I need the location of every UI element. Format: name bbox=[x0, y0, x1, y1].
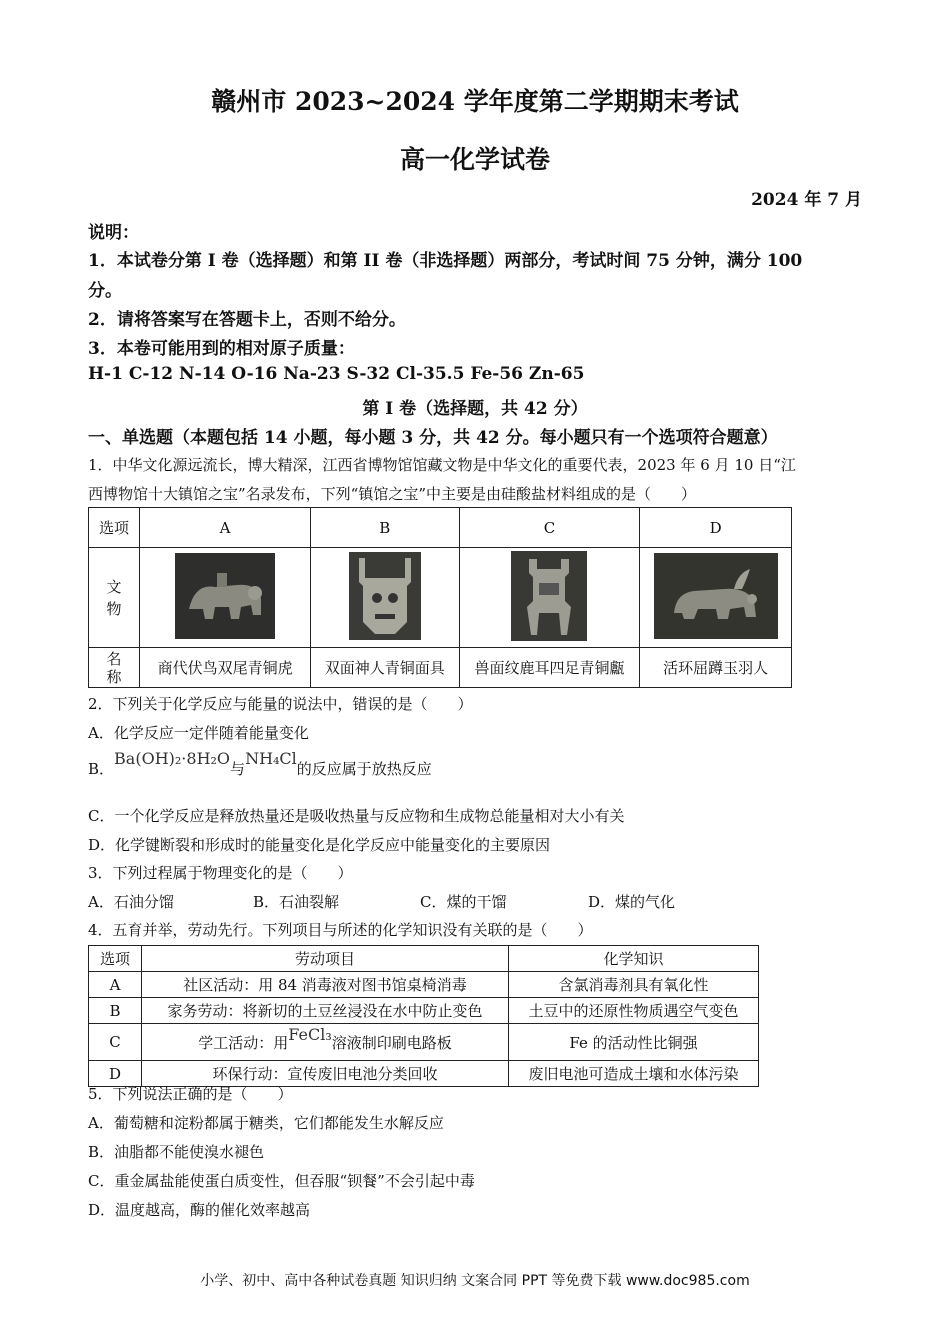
volume-title: 第 I 卷（选择题，共 42 分） bbox=[362, 399, 588, 419]
q5-option-d: D．温度越高，酶的催化效率越高 bbox=[88, 1201, 311, 1219]
relic-name-d: 活环屈蹲玉羽人 bbox=[640, 648, 792, 688]
row-d-knowledge: 废旧电池可造成土壤和水体污染 bbox=[509, 1061, 759, 1087]
note-2: 2．请将答案写在答题卡上，否则不给分。 bbox=[88, 310, 406, 330]
relic-name-a: 商代伏鸟双尾青铜虎 bbox=[140, 648, 311, 688]
row-d-option: D bbox=[89, 1061, 142, 1087]
q2-b-mid: 与 bbox=[230, 760, 246, 778]
option-c: C bbox=[459, 508, 640, 548]
q3-option-b: B．石油裂解 bbox=[253, 893, 340, 911]
bronze-tiger-icon bbox=[175, 553, 275, 639]
q3-option-a: A．石油分馏 bbox=[88, 893, 174, 911]
q3-option-d: D．煤的气化 bbox=[588, 893, 676, 911]
jade-feathered-man-icon bbox=[654, 553, 778, 639]
row-c-labor-prefix: 学工活动：用 bbox=[198, 1033, 289, 1052]
row-c-knowledge: Fe 的活动性比铜强 bbox=[509, 1024, 759, 1061]
row-label-option: 选项 bbox=[89, 508, 140, 548]
row-b-labor: 家务劳动：将新切的土豆丝浸没在水中防止变色 bbox=[142, 998, 509, 1024]
q5-option-b: B．油脂都不能使溴水褪色 bbox=[88, 1143, 265, 1161]
relic-a-cell bbox=[140, 548, 311, 648]
formula-baoh2: Ba(OH)₂·8H₂O bbox=[114, 749, 231, 768]
row-c-labor bbox=[142, 1024, 509, 1061]
q2-option-a: A．化学反应一定伴随着能量变化 bbox=[88, 724, 309, 742]
q2-option-c: C．一个化学反应是释放热量还是吸收热量与反应物和生成物总能量相对大小有关 bbox=[88, 807, 625, 825]
row-label-relic: 文物 bbox=[89, 548, 140, 648]
exam-date: 2024 年 7 月 bbox=[751, 190, 862, 210]
q2-option-d: D．化学键断裂和形成时的能量变化是化学反应中能量变化的主要原因 bbox=[88, 836, 551, 854]
row-a-labor: 社区活动：用 84 消毒液对图书馆桌椅消毒 bbox=[142, 972, 509, 998]
row-a-option: A bbox=[89, 972, 142, 998]
row-b-knowledge: 土豆中的还原性物质遇空气变色 bbox=[509, 998, 759, 1024]
q3-option-c: C．煤的干馏 bbox=[420, 893, 507, 911]
labor-table bbox=[88, 945, 759, 1087]
q5-stem: 5．下列说法正确的是（ ） bbox=[88, 1085, 293, 1103]
header-knowledge: 化学知识 bbox=[509, 946, 759, 972]
row-b-option: B bbox=[89, 998, 142, 1024]
relic-b-cell bbox=[311, 548, 460, 648]
q2-stem: 2．下列关于化学反应与能量的说法中，错误的是（ ） bbox=[88, 695, 473, 713]
notes-heading: 说明： bbox=[88, 223, 139, 243]
note-3: 3．本卷可能用到的相对原子质量： bbox=[88, 339, 355, 359]
relic-name-c: 兽面纹鹿耳四足青铜甗 bbox=[459, 648, 640, 688]
q1-stem-cont: 西博物馆十大镇馆之宝”名录发布，下列“镇馆之宝”中主要是由硅酸盐材料组成的是（ ） bbox=[88, 485, 697, 503]
footer-text: 小学、初中、高中各种试卷真题 知识归纳 文案合同 PPT 等免费下载 www.doc985.com bbox=[200, 1273, 750, 1289]
bronze-mask-icon bbox=[349, 552, 421, 640]
header-labor: 劳动项目 bbox=[142, 946, 509, 972]
exam-subtitle: 高一化学试卷 bbox=[399, 145, 550, 174]
relic-d-cell bbox=[640, 548, 792, 648]
q5-option-c: C．重金属盐能使蛋白质变性，但吞服“钡餐”不会引起中毒 bbox=[88, 1172, 475, 1190]
q1-stem: 1．中华文化源远流长，博大精深，江西省博物馆馆藏文物是中华文化的重要代表，2023 年 6 月 10 日“江 bbox=[88, 456, 796, 474]
option-d: D bbox=[640, 508, 792, 548]
atomic-masses: H-1 C-12 N-14 O-16 Na-23 S-32 Cl-35.5 Fe-56 Zn-65 bbox=[88, 364, 585, 384]
formula-nh4cl: NH₄Cl bbox=[245, 749, 297, 768]
relic-name-b: 双面神人青铜面具 bbox=[311, 648, 460, 688]
q2-option-b bbox=[88, 749, 432, 779]
option-a: A bbox=[140, 508, 311, 548]
row-d-labor: 环保行动：宣传废旧电池分类回收 bbox=[142, 1061, 509, 1087]
q4-stem: 4．五育并举，劳动先行。下列项目与所述的化学知识没有关联的是（ ） bbox=[88, 921, 593, 939]
note-1: 1．本试卷分第 I 卷（选择题）和第 II 卷（非选择题）两部分，考试时间 75 分钟，满分 100 bbox=[88, 251, 803, 271]
q2-b-label: B． bbox=[88, 760, 115, 778]
header-option: 选项 bbox=[89, 946, 142, 972]
q2-b-suffix: 的反应属于放热反应 bbox=[296, 760, 432, 778]
relic-c-cell bbox=[459, 548, 640, 648]
row-label-name: 名称 bbox=[89, 648, 140, 688]
q3-stem: 3．下列过程属于物理变化的是（ ） bbox=[88, 864, 353, 882]
row-a-knowledge: 含氯消毒剂具有氧化性 bbox=[509, 972, 759, 998]
relic-table bbox=[88, 507, 792, 688]
row-c-option: C bbox=[89, 1024, 142, 1061]
note-1-cont: 分。 bbox=[88, 281, 122, 301]
formula-fecl3: FeCl₃ bbox=[288, 1024, 332, 1044]
bronze-yan-icon bbox=[511, 551, 587, 641]
option-b: B bbox=[311, 508, 460, 548]
row-c-labor-suffix: 溶液制印刷电路板 bbox=[331, 1033, 452, 1052]
q5-option-a: A．葡萄糖和淀粉都属于糖类，它们都能发生水解反应 bbox=[88, 1114, 444, 1132]
exam-title: 赣州市 2023~2024 学年度第二学期期末考试 bbox=[211, 87, 739, 116]
part-title: 一、单选题（本题包括 14 小题，每小题 3 分，共 42 分。每小题只有一个选项符合题意） bbox=[88, 428, 778, 448]
